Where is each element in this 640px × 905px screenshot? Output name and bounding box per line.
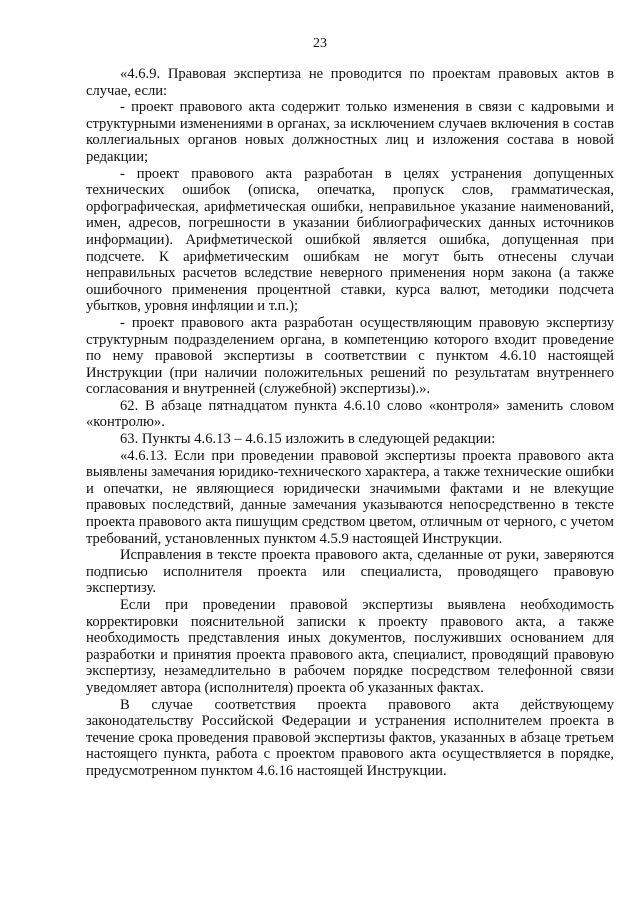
paragraph-item-63: 63. Пункты 4.6.13 – 4.6.15 изложить в следующей редакции: (120, 431, 496, 448)
document-body (86, 66, 614, 780)
paragraph-compliance: В случае соответствия проекта правового акта действующему законодательству Российской Федерации и устранения исполнителем проекта в течение срока проведения правовой экспертизы фактов, указанных в абзаце третьем настоящего пункта, работа с проектом правового акта осуществляется в порядке, предусмотренном пунктом 4.6.16 настоящей Инструкции. (86, 696, 614, 779)
paragraph-item-62: 62. В абзаце пятнадцатом пункта 4.6.10 слово «контроля» заменить словом «контролю». (86, 397, 614, 431)
paragraph-staff-changes: - проект правового акта содержит только изменения в связи с кадровыми и структурными изменениями в органах, за исключением случаев включения в состав коллегиальных органов новых должностных лиц и изложения состава в новой редакции; (86, 99, 614, 165)
paragraph-technical-errors: - проект правового акта разработан в целях устранения допущенных технических ошибок (описка, опечатка, пропуск слов, грамматическая, орфографическая, арифметическая ошибки, неправильное указание наименований, имен, адресов, погрешности в указании библиографических данных источников информации). Арифметической ошибкой является ошибка, допущенная при подсчете. К арифметическим ошибкам не могут быть отнесены случаи неправильных расчетов вследствие неверного применения норм закона (а также ошибочного применения процентной ставки, курса валют, методики подсчета убытков, уровня инфляции и т.п.); (86, 165, 614, 315)
page-number: 23 (313, 36, 327, 51)
paragraph-4-6-9-intro: «4.6.9. Правовая экспертиза не проводится по проектам правовых актов в случае, если: (86, 66, 614, 99)
paragraph-4-6-13: «4.6.13. Если при проведении правовой экспертизы проекта правового акта выявлены замечания юридико-технического характера, а также технические ошибки и опечатки, не являющиеся юридически значимыми фактами и не влекущие правовых последствий, данные замечания указываются непосредственно в тексте проекта правового акта пишущим средством цветом, отличным от черного, с учетом требований, установленных пунктом 4.5.9 настоящей Инструкции. (86, 447, 614, 547)
paragraph-handwritten-corrections: Исправления в тексте проекта правового акта, сделанные от руки, заверяются подписью исполнителя проекта или специалиста, проводящего правовую экспертизу. (86, 547, 614, 597)
paragraph-explanatory-note: Если при проведении правовой экспертизы выявлена необходимость корректировки пояснительной записки к проекту правового акта, а также необходимость представления иных документов, послуживших основанием для разработки и принятия проекта правового акта, специалист, проводящий правовую экспертизу, незамедлительно в рабочем порядке посредством телефонной связи уведомляет автора (исполнителя) проекта об указанных фактах. (86, 597, 614, 696)
paragraph-own-department: - проект правового акта разработан осуществляющим правовую экспертизу структурным подразделением органа, в компетенцию которого входит проведение по нему правовой экспертизы в соответствии с пунктом 4.6.10 настоящей Инструкции (при наличии положительных решений по результатам внутреннего согласования и внутренней (служебной) экспертизы).». (86, 314, 614, 398)
